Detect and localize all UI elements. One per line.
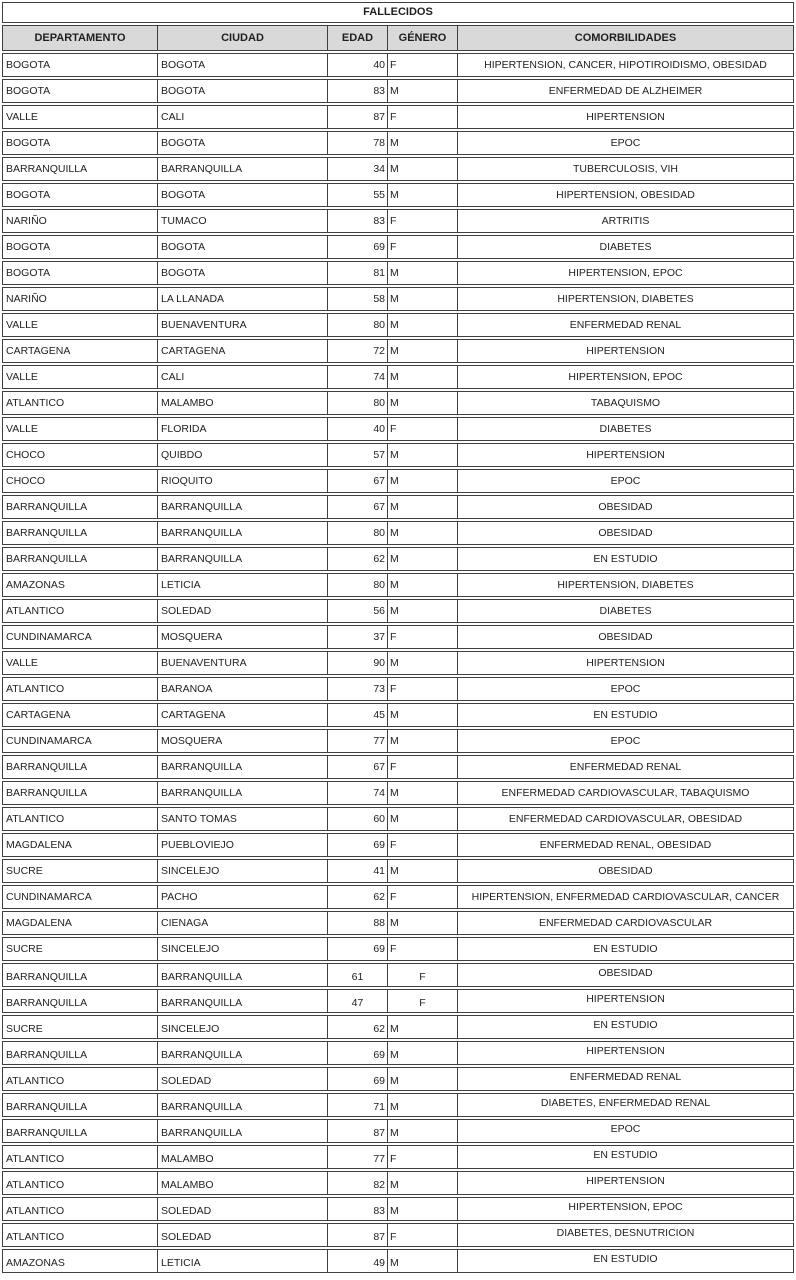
cell-ciudad: BARRANQUILLA bbox=[158, 755, 328, 779]
cell-edad: 40 bbox=[328, 417, 388, 441]
cell-genero: M bbox=[388, 521, 458, 545]
cell-edad: 67 bbox=[328, 495, 388, 519]
table-row bbox=[2, 573, 794, 597]
cell-genero: M bbox=[388, 1197, 458, 1221]
column-header-genero: GÉNERO bbox=[388, 25, 458, 51]
cell-genero: M bbox=[388, 183, 458, 207]
table-header bbox=[2, 25, 794, 51]
cell-departamento: VALLE bbox=[2, 313, 158, 337]
table-row bbox=[2, 235, 794, 259]
cell-departamento: VALLE bbox=[2, 417, 158, 441]
cell-ciudad: MOSQUERA bbox=[158, 729, 328, 753]
cell-comorbilidades: HIPERTENSION, DIABETES bbox=[458, 287, 794, 311]
cell-departamento: BARRANQUILLA bbox=[2, 989, 158, 1013]
cell-departamento: SUCRE bbox=[2, 859, 158, 883]
cell-departamento: CUNDINAMARCA bbox=[2, 729, 158, 753]
table-row bbox=[2, 625, 794, 649]
table-row bbox=[2, 781, 794, 805]
cell-genero: F bbox=[388, 105, 458, 129]
cell-departamento: SUCRE bbox=[2, 937, 158, 961]
cell-genero: M bbox=[388, 651, 458, 675]
cell-genero: M bbox=[388, 1093, 458, 1117]
column-header-ciudad: CIUDAD bbox=[158, 25, 328, 51]
table-row bbox=[2, 1249, 794, 1273]
table-row bbox=[2, 53, 794, 77]
cell-departamento: NARIÑO bbox=[2, 287, 158, 311]
cell-departamento: ATLANTICO bbox=[2, 1171, 158, 1195]
cell-departamento: BOGOTA bbox=[2, 183, 158, 207]
table-row bbox=[2, 105, 794, 129]
cell-departamento: BARRANQUILLA bbox=[2, 1119, 158, 1143]
cell-ciudad: QUIBDO bbox=[158, 443, 328, 467]
cell-genero: M bbox=[388, 781, 458, 805]
cell-edad: 69 bbox=[328, 235, 388, 259]
cell-ciudad: BUENAVENTURA bbox=[158, 313, 328, 337]
cell-comorbilidades: EPOC bbox=[458, 677, 794, 701]
cell-edad: 77 bbox=[328, 729, 388, 753]
cell-edad: 87 bbox=[328, 1119, 388, 1143]
cell-ciudad: BOGOTA bbox=[158, 183, 328, 207]
table-row bbox=[2, 313, 794, 337]
cell-ciudad: SOLEDAD bbox=[158, 599, 328, 623]
cell-genero: M bbox=[388, 729, 458, 753]
cell-genero: M bbox=[388, 1041, 458, 1065]
cell-comorbilidades: DIABETES, DESNUTRICION bbox=[458, 1223, 794, 1247]
table-row bbox=[2, 1067, 794, 1091]
cell-departamento: MAGDALENA bbox=[2, 911, 158, 935]
cell-ciudad: CIENAGA bbox=[158, 911, 328, 935]
cell-edad: 69 bbox=[328, 937, 388, 961]
cell-departamento: ATLANTICO bbox=[2, 1223, 158, 1247]
column-header-comorbilidades: COMORBILIDADES bbox=[458, 25, 794, 51]
table-row bbox=[2, 677, 794, 701]
table-row bbox=[2, 495, 794, 519]
table-row bbox=[2, 755, 794, 779]
cell-departamento: ATLANTICO bbox=[2, 807, 158, 831]
cell-ciudad: BARRANQUILLA bbox=[158, 989, 328, 1013]
cell-comorbilidades: EN ESTUDIO bbox=[458, 1249, 794, 1273]
cell-comorbilidades: DIABETES bbox=[458, 599, 794, 623]
cell-ciudad: BARRANQUILLA bbox=[158, 547, 328, 571]
table-row bbox=[2, 521, 794, 545]
cell-comorbilidades: OBESIDAD bbox=[458, 625, 794, 649]
cell-genero: F bbox=[388, 937, 458, 961]
cell-departamento: VALLE bbox=[2, 105, 158, 129]
cell-edad: 80 bbox=[328, 573, 388, 597]
cell-ciudad: BUENAVENTURA bbox=[158, 651, 328, 675]
cell-genero: M bbox=[388, 261, 458, 285]
cell-ciudad: CARTAGENA bbox=[158, 339, 328, 363]
cell-genero: F bbox=[388, 417, 458, 441]
cell-ciudad: BARRANQUILLA bbox=[158, 521, 328, 545]
cell-departamento: BARRANQUILLA bbox=[2, 547, 158, 571]
table-row bbox=[2, 989, 794, 1013]
cell-comorbilidades: OBESIDAD bbox=[458, 521, 794, 545]
cell-ciudad: MOSQUERA bbox=[158, 625, 328, 649]
cell-ciudad: CALI bbox=[158, 105, 328, 129]
cell-ciudad: BOGOTA bbox=[158, 79, 328, 103]
cell-genero: M bbox=[388, 313, 458, 337]
cell-genero: M bbox=[388, 79, 458, 103]
cell-edad: 40 bbox=[328, 53, 388, 77]
cell-genero: M bbox=[388, 911, 458, 935]
table-row bbox=[2, 807, 794, 831]
cell-departamento: BARRANQUILLA bbox=[2, 495, 158, 519]
table-row bbox=[2, 183, 794, 207]
cell-edad: 57 bbox=[328, 443, 388, 467]
table-row bbox=[2, 339, 794, 363]
cell-departamento: VALLE bbox=[2, 651, 158, 675]
cell-genero: F bbox=[388, 677, 458, 701]
cell-genero: M bbox=[388, 287, 458, 311]
cell-genero: M bbox=[388, 157, 458, 181]
cell-edad: 62 bbox=[328, 1015, 388, 1039]
cell-genero: M bbox=[388, 391, 458, 415]
cell-departamento: AMAZONAS bbox=[2, 1249, 158, 1273]
table-row bbox=[2, 1119, 794, 1143]
cell-departamento: BOGOTA bbox=[2, 261, 158, 285]
cell-comorbilidades: TABAQUISMO bbox=[458, 391, 794, 415]
column-header-departamento: DEPARTAMENTO bbox=[2, 25, 158, 51]
cell-ciudad: RIOQUITO bbox=[158, 469, 328, 493]
table-row bbox=[2, 365, 794, 389]
cell-genero: F bbox=[388, 755, 458, 779]
cell-ciudad: BOGOTA bbox=[158, 53, 328, 77]
cell-genero: F bbox=[388, 989, 458, 1013]
cell-ciudad: SINCELEJO bbox=[158, 937, 328, 961]
cell-edad: 87 bbox=[328, 105, 388, 129]
cell-departamento: CHOCO bbox=[2, 443, 158, 467]
cell-edad: 55 bbox=[328, 183, 388, 207]
table-row bbox=[2, 911, 794, 935]
cell-comorbilidades: EPOC bbox=[458, 469, 794, 493]
cell-comorbilidades: HIPERTENSION bbox=[458, 443, 794, 467]
table-row bbox=[2, 1223, 794, 1247]
cell-genero: M bbox=[388, 339, 458, 363]
table-row bbox=[2, 131, 794, 155]
table-row bbox=[2, 469, 794, 493]
cell-comorbilidades: EN ESTUDIO bbox=[458, 1015, 794, 1039]
cell-departamento: BARRANQUILLA bbox=[2, 521, 158, 545]
cell-ciudad: SINCELEJO bbox=[158, 1015, 328, 1039]
cell-departamento: CUNDINAMARCA bbox=[2, 885, 158, 909]
cell-departamento: BARRANQUILLA bbox=[2, 1041, 158, 1065]
cell-departamento: ATLANTICO bbox=[2, 391, 158, 415]
cell-ciudad: SOLEDAD bbox=[158, 1067, 328, 1091]
cell-edad: 49 bbox=[328, 1249, 388, 1273]
table-row bbox=[2, 287, 794, 311]
cell-genero: M bbox=[388, 1015, 458, 1039]
cell-edad: 60 bbox=[328, 807, 388, 831]
cell-edad: 90 bbox=[328, 651, 388, 675]
table-row bbox=[2, 1093, 794, 1117]
table-row bbox=[2, 729, 794, 753]
cell-genero: F bbox=[388, 885, 458, 909]
cell-genero: F bbox=[388, 1223, 458, 1247]
cell-comorbilidades: HIPERTENSION bbox=[458, 105, 794, 129]
cell-ciudad: CALI bbox=[158, 365, 328, 389]
cell-edad: 61 bbox=[328, 963, 388, 987]
cell-comorbilidades: HIPERTENSION, EPOC bbox=[458, 261, 794, 285]
cell-edad: 83 bbox=[328, 79, 388, 103]
cell-comorbilidades: EPOC bbox=[458, 729, 794, 753]
cell-edad: 62 bbox=[328, 885, 388, 909]
cell-genero: M bbox=[388, 1119, 458, 1143]
table-row bbox=[2, 417, 794, 441]
cell-edad: 34 bbox=[328, 157, 388, 181]
cell-comorbilidades: EPOC bbox=[458, 131, 794, 155]
cell-ciudad: LETICIA bbox=[158, 573, 328, 597]
cell-comorbilidades: HIPERTENSION, EPOC bbox=[458, 365, 794, 389]
cell-genero: M bbox=[388, 131, 458, 155]
cell-genero: M bbox=[388, 365, 458, 389]
cell-departamento: CUNDINAMARCA bbox=[2, 625, 158, 649]
cell-genero: M bbox=[388, 859, 458, 883]
cell-ciudad: SINCELEJO bbox=[158, 859, 328, 883]
cell-edad: 58 bbox=[328, 287, 388, 311]
column-header-edad: EDAD bbox=[328, 25, 388, 51]
cell-ciudad: BOGOTA bbox=[158, 261, 328, 285]
table-title: FALLECIDOS bbox=[2, 2, 794, 23]
cell-comorbilidades: HIPERTENSION bbox=[458, 651, 794, 675]
header-row bbox=[2, 25, 794, 51]
cell-genero: M bbox=[388, 807, 458, 831]
cell-ciudad: CARTAGENA bbox=[158, 703, 328, 727]
cell-departamento: ATLANTICO bbox=[2, 1067, 158, 1091]
cell-departamento: ATLANTICO bbox=[2, 599, 158, 623]
cell-ciudad: SANTO TOMAS bbox=[158, 807, 328, 831]
table-row bbox=[2, 1197, 794, 1221]
cell-ciudad: PUEBLOVIEJO bbox=[158, 833, 328, 857]
cell-ciudad: LETICIA bbox=[158, 1249, 328, 1273]
cell-departamento: CARTAGENA bbox=[2, 703, 158, 727]
cell-departamento: BOGOTA bbox=[2, 235, 158, 259]
cell-genero: F bbox=[388, 963, 458, 987]
cell-edad: 80 bbox=[328, 313, 388, 337]
cell-edad: 80 bbox=[328, 521, 388, 545]
cell-genero: M bbox=[388, 599, 458, 623]
cell-edad: 82 bbox=[328, 1171, 388, 1195]
cell-ciudad: BOGOTA bbox=[158, 131, 328, 155]
cell-ciudad: BOGOTA bbox=[158, 235, 328, 259]
cell-genero: F bbox=[388, 1145, 458, 1169]
cell-ciudad: PACHO bbox=[158, 885, 328, 909]
cell-departamento: BARRANQUILLA bbox=[2, 1093, 158, 1117]
cell-edad: 62 bbox=[328, 547, 388, 571]
cell-ciudad: BARRANQUILLA bbox=[158, 1041, 328, 1065]
cell-comorbilidades: HIPERTENSION bbox=[458, 1041, 794, 1065]
table-row bbox=[2, 599, 794, 623]
cell-comorbilidades: ARTRITIS bbox=[458, 209, 794, 233]
cell-comorbilidades: EN ESTUDIO bbox=[458, 703, 794, 727]
cell-edad: 74 bbox=[328, 365, 388, 389]
cell-edad: 37 bbox=[328, 625, 388, 649]
cell-departamento: AMAZONAS bbox=[2, 573, 158, 597]
cell-comorbilidades: HIPERTENSION, CANCER, HIPOTIROIDISMO, OBESIDAD bbox=[458, 53, 794, 77]
cell-comorbilidades: EN ESTUDIO bbox=[458, 547, 794, 571]
table-row bbox=[2, 885, 794, 909]
cell-ciudad: MALAMBO bbox=[158, 391, 328, 415]
cell-edad: 69 bbox=[328, 1041, 388, 1065]
cell-edad: 47 bbox=[328, 989, 388, 1013]
cell-edad: 67 bbox=[328, 469, 388, 493]
cell-departamento: MAGDALENA bbox=[2, 833, 158, 857]
table-row bbox=[2, 937, 794, 961]
cell-comorbilidades: ENFERMEDAD CARDIOVASCULAR, TABAQUISMO bbox=[458, 781, 794, 805]
cell-genero: M bbox=[388, 1171, 458, 1195]
cell-edad: 81 bbox=[328, 261, 388, 285]
cell-comorbilidades: DIABETES bbox=[458, 417, 794, 441]
cell-comorbilidades: ENFERMEDAD RENAL bbox=[458, 755, 794, 779]
cell-edad: 83 bbox=[328, 1197, 388, 1221]
cell-comorbilidades: HIPERTENSION bbox=[458, 1171, 794, 1195]
cell-departamento: VALLE bbox=[2, 365, 158, 389]
cell-ciudad: SOLEDAD bbox=[158, 1197, 328, 1221]
cell-departamento: ATLANTICO bbox=[2, 1197, 158, 1221]
cell-genero: M bbox=[388, 1249, 458, 1273]
cell-comorbilidades: ENFERMEDAD RENAL bbox=[458, 1067, 794, 1091]
cell-departamento: BARRANQUILLA bbox=[2, 157, 158, 181]
cell-genero: M bbox=[388, 703, 458, 727]
cell-edad: 69 bbox=[328, 833, 388, 857]
cell-ciudad: BARRANQUILLA bbox=[158, 1093, 328, 1117]
cell-genero: F bbox=[388, 209, 458, 233]
cell-edad: 73 bbox=[328, 677, 388, 701]
cell-edad: 69 bbox=[328, 1067, 388, 1091]
cell-ciudad: BARRANQUILLA bbox=[158, 963, 328, 987]
cell-genero: F bbox=[388, 833, 458, 857]
cell-comorbilidades: ENFERMEDAD CARDIOVASCULAR bbox=[458, 911, 794, 935]
cell-ciudad: BARRANQUILLA bbox=[158, 157, 328, 181]
cell-ciudad: SOLEDAD bbox=[158, 1223, 328, 1247]
table-row bbox=[2, 1171, 794, 1195]
cell-genero: M bbox=[388, 1067, 458, 1091]
table-row bbox=[2, 651, 794, 675]
cell-comorbilidades: HIPERTENSION bbox=[458, 989, 794, 1013]
cell-departamento: BARRANQUILLA bbox=[2, 755, 158, 779]
table-row bbox=[2, 833, 794, 857]
cell-edad: 45 bbox=[328, 703, 388, 727]
cell-comorbilidades: TUBERCULOSIS, VIH bbox=[458, 157, 794, 181]
table-row bbox=[2, 1145, 794, 1169]
cell-edad: 77 bbox=[328, 1145, 388, 1169]
cell-edad: 41 bbox=[328, 859, 388, 883]
table-row bbox=[2, 157, 794, 181]
cell-genero: M bbox=[388, 443, 458, 467]
cell-genero: M bbox=[388, 469, 458, 493]
cell-departamento: BOGOTA bbox=[2, 131, 158, 155]
cell-genero: M bbox=[388, 547, 458, 571]
cell-departamento: BARRANQUILLA bbox=[2, 781, 158, 805]
cell-ciudad: BARRANQUILLA bbox=[158, 781, 328, 805]
cell-ciudad: BARRANQUILLA bbox=[158, 495, 328, 519]
cell-comorbilidades: EN ESTUDIO bbox=[458, 937, 794, 961]
cell-edad: 80 bbox=[328, 391, 388, 415]
cell-edad: 78 bbox=[328, 131, 388, 155]
table-row bbox=[2, 261, 794, 285]
fallecidos-table bbox=[2, 23, 794, 1275]
cell-comorbilidades: OBESIDAD bbox=[458, 859, 794, 883]
table-row bbox=[2, 963, 794, 987]
cell-comorbilidades: OBESIDAD bbox=[458, 495, 794, 519]
cell-comorbilidades: DIABETES, ENFERMEDAD RENAL bbox=[458, 1093, 794, 1117]
cell-comorbilidades: HIPERTENSION, ENFERMEDAD CARDIOVASCULAR, CANCER bbox=[458, 885, 794, 909]
table-row bbox=[2, 209, 794, 233]
cell-comorbilidades: HIPERTENSION bbox=[458, 339, 794, 363]
cell-edad: 83 bbox=[328, 209, 388, 233]
cell-departamento: BOGOTA bbox=[2, 79, 158, 103]
cell-ciudad: MALAMBO bbox=[158, 1145, 328, 1169]
cell-comorbilidades: EN ESTUDIO bbox=[458, 1145, 794, 1169]
cell-comorbilidades: HIPERTENSION, OBESIDAD bbox=[458, 183, 794, 207]
cell-genero: F bbox=[388, 235, 458, 259]
cell-edad: 88 bbox=[328, 911, 388, 935]
cell-edad: 74 bbox=[328, 781, 388, 805]
cell-ciudad: MALAMBO bbox=[158, 1171, 328, 1195]
cell-genero: F bbox=[388, 53, 458, 77]
cell-edad: 87 bbox=[328, 1223, 388, 1247]
table-row bbox=[2, 391, 794, 415]
cell-comorbilidades: EPOC bbox=[458, 1119, 794, 1143]
table-row bbox=[2, 79, 794, 103]
cell-edad: 67 bbox=[328, 755, 388, 779]
cell-ciudad: FLORIDA bbox=[158, 417, 328, 441]
cell-comorbilidades: HIPERTENSION, DIABETES bbox=[458, 573, 794, 597]
cell-ciudad: BARANOA bbox=[158, 677, 328, 701]
cell-edad: 72 bbox=[328, 339, 388, 363]
cell-comorbilidades: ENFERMEDAD CARDIOVASCULAR, OBESIDAD bbox=[458, 807, 794, 831]
cell-comorbilidades: DIABETES bbox=[458, 235, 794, 259]
cell-departamento: BARRANQUILLA bbox=[2, 963, 158, 987]
cell-comorbilidades: OBESIDAD bbox=[458, 963, 794, 987]
cell-departamento: SUCRE bbox=[2, 1015, 158, 1039]
cell-genero: M bbox=[388, 495, 458, 519]
table-row bbox=[2, 703, 794, 727]
table-row bbox=[2, 1015, 794, 1039]
cell-departamento: NARIÑO bbox=[2, 209, 158, 233]
cell-comorbilidades: HIPERTENSION, EPOC bbox=[458, 1197, 794, 1221]
table-row bbox=[2, 547, 794, 571]
cell-departamento: CHOCO bbox=[2, 469, 158, 493]
table-body bbox=[2, 53, 794, 1273]
cell-edad: 56 bbox=[328, 599, 388, 623]
cell-departamento: ATLANTICO bbox=[2, 1145, 158, 1169]
cell-ciudad: BARRANQUILLA bbox=[158, 1119, 328, 1143]
cell-comorbilidades: ENFERMEDAD DE ALZHEIMER bbox=[458, 79, 794, 103]
cell-ciudad: LA LLANADA bbox=[158, 287, 328, 311]
cell-ciudad: TUMACO bbox=[158, 209, 328, 233]
cell-comorbilidades: ENFERMEDAD RENAL, OBESIDAD bbox=[458, 833, 794, 857]
cell-departamento: BOGOTA bbox=[2, 53, 158, 77]
table-row bbox=[2, 1041, 794, 1065]
cell-comorbilidades: ENFERMEDAD RENAL bbox=[458, 313, 794, 337]
cell-genero: M bbox=[388, 573, 458, 597]
cell-departamento: ATLANTICO bbox=[2, 677, 158, 701]
table-row bbox=[2, 443, 794, 467]
table-row bbox=[2, 859, 794, 883]
cell-edad: 71 bbox=[328, 1093, 388, 1117]
cell-genero: F bbox=[388, 625, 458, 649]
cell-departamento: CARTAGENA bbox=[2, 339, 158, 363]
